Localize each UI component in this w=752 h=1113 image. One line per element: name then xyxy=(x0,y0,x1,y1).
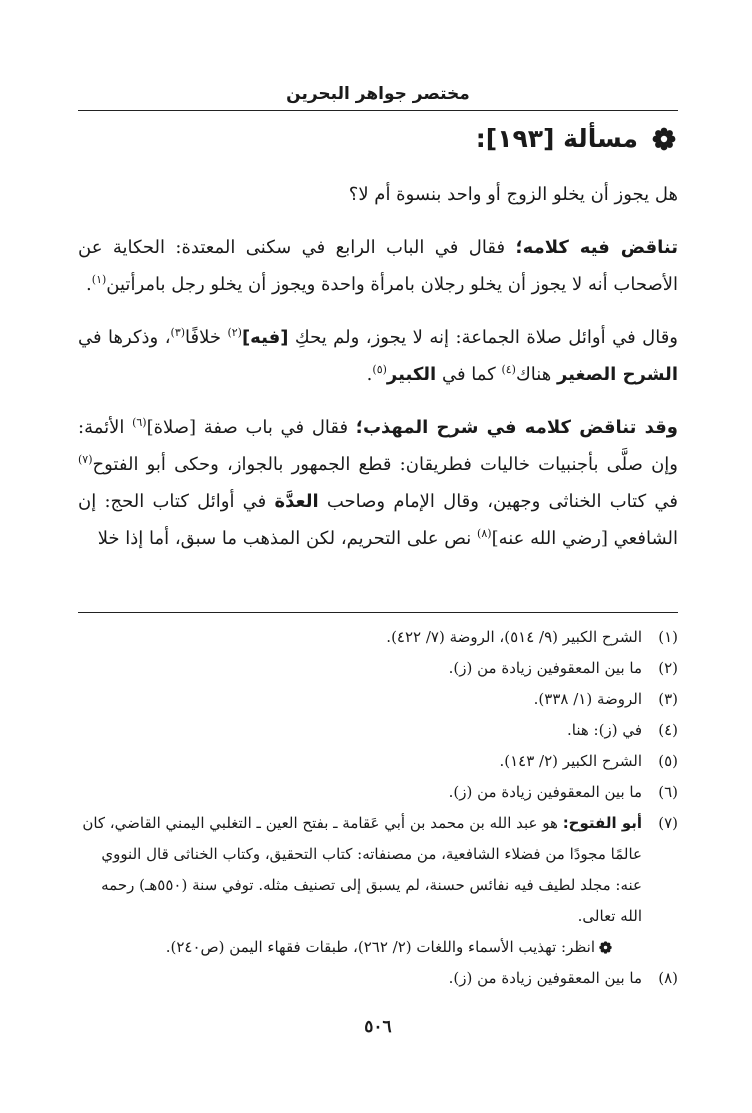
text-run: . xyxy=(366,364,373,385)
footnote-item xyxy=(78,715,678,746)
footnotes xyxy=(78,622,678,994)
header-rule xyxy=(78,110,678,111)
question: هل يجوز أن يخلو الزوج أو واحد بنسوة أم لا؟ xyxy=(348,184,678,205)
page-number: ٥٠٦ xyxy=(364,1017,392,1037)
footnote-number: (٥) xyxy=(658,752,678,770)
text-run: فقال في الباب الرابع في سكنى المعتدة: الحكاية عن الأصحاب أنه لا يجوز أن يخلو رجلان بامرأة واحدة ويجوز أن يخلو رجل بامرأتين xyxy=(78,237,678,295)
footnote-text: الروضة (١/ ٣٣٨). xyxy=(533,690,642,708)
issue-title: مسألة [١٩٣]: xyxy=(475,124,638,153)
footnote-item xyxy=(78,746,678,777)
footnote-number: (٨) xyxy=(658,969,678,987)
footnote-item xyxy=(78,808,678,932)
footnote-item xyxy=(78,684,678,715)
footnote-number: (٤) xyxy=(658,721,678,739)
footnote-ref: (٢) xyxy=(227,326,242,339)
footnote-ref: (٣) xyxy=(170,326,186,339)
footnote-text: ما بين المعقوفين زيادة من (ز). xyxy=(448,659,642,677)
footnote-bold-name: أبو الفتوح: xyxy=(562,814,642,832)
footnote-source xyxy=(78,932,678,963)
text-run: هناك xyxy=(515,364,557,385)
running-header: مختصر جواهر البحرين xyxy=(286,84,470,104)
text-run: الأئمة: وإن صلَّى بأجنبيات خاليات فطريقان: قطع الجمهور بالجواز، وحكى أبو الفتوح xyxy=(78,417,678,475)
paragraph-3 xyxy=(78,409,678,557)
footnote-rule xyxy=(78,612,678,613)
flower-ornament-icon xyxy=(599,941,612,954)
footnote-text: في (ز): هنا. xyxy=(567,721,642,739)
footnote-ref: (٧) xyxy=(78,453,93,466)
footnote-ref: (١) xyxy=(91,273,107,286)
text-run: في كتاب الخناثى وجهين، وقال الإمام وصاحب xyxy=(318,491,679,512)
footnote-text xyxy=(78,808,642,932)
footnote-ref: (٨) xyxy=(477,527,492,540)
paragraph-2 xyxy=(78,319,678,393)
footnote-item xyxy=(78,963,678,994)
footnote-bio: هو عبد الله بن محمد بن أبي عَقامة ـ بفتح العين ـ التغلبي اليمني القاضي، كان عالمًا مجودًا من فضلاء الشافعية، من مصنفاته: كتاب التحقيق، وكتاب الخناثى قال النووي عنه: مجلد لطيف فيه نفائس حسنة، لم يسبق إلى تصنيف مثله. توفي سنة (٥٥٠هـ) رحمه الله تعالى. xyxy=(82,814,642,925)
footnote-number: (٧) xyxy=(658,814,678,832)
footnote-number: (٣) xyxy=(658,690,678,708)
footnote-item xyxy=(78,653,678,684)
book-title: الكبير xyxy=(386,364,437,385)
main-text xyxy=(78,176,678,573)
footnote-item xyxy=(78,777,678,808)
paragraph-1 xyxy=(78,229,678,303)
footnote-text: ما بين المعقوفين زيادة من (ز). xyxy=(448,783,642,801)
text-run: ، وذكرها في xyxy=(78,327,171,348)
footnote-text: الشرح الكبير (٢/ ١٤٣). xyxy=(499,752,642,770)
text-run: خلافًا xyxy=(185,327,228,348)
text-run: . xyxy=(86,274,92,295)
bracket-insert: [فيه] xyxy=(241,327,289,348)
bold-lead: وقد تناقض كلامه في شرح المهذب؛ xyxy=(355,417,678,438)
issue-heading xyxy=(476,124,676,153)
footnote-ref: (٤) xyxy=(501,363,516,376)
footnote-text: ما بين المعقوفين زيادة من (ز). xyxy=(448,969,642,987)
text-run: كما في xyxy=(436,364,502,385)
footnote-source-text: انظر: تهذيب الأسماء واللغات (٢/ ٢٦٢)، طبقات فقهاء اليمن (ص٢٤٠). xyxy=(165,938,595,956)
footnote-number: (٢) xyxy=(658,659,678,677)
text-run: فقال في باب صفة [صلاة] xyxy=(146,417,356,438)
footnote-ref: (٦) xyxy=(132,416,147,429)
text-run: وقال في أوائل صلاة الجماعة: إنه لا يجوز، ولم يحكِ xyxy=(288,327,678,348)
text-run: نص على التحريم، لكن المذهب ما سبق، أما إذا خلا xyxy=(97,528,478,549)
flower-ornament-icon xyxy=(652,127,676,151)
footnote-text: الشرح الكبير (٩/ ٥١٤)، الروضة (٧/ ٤٢٢). xyxy=(386,628,642,646)
bold-lead: تناقض فيه كلامه؛ xyxy=(515,237,678,258)
footnote-ref: (٥) xyxy=(372,363,387,376)
footnote-number: (٦) xyxy=(658,783,678,801)
footnote-item xyxy=(78,622,678,653)
book-title: العدَّة xyxy=(274,491,319,512)
footnote-number: (١) xyxy=(658,628,678,646)
text-run: في أوائل كتاب الحج: إن الشافعي [رضي الله عنه] xyxy=(78,491,678,549)
book-title: الشرح الصغير xyxy=(556,364,678,385)
